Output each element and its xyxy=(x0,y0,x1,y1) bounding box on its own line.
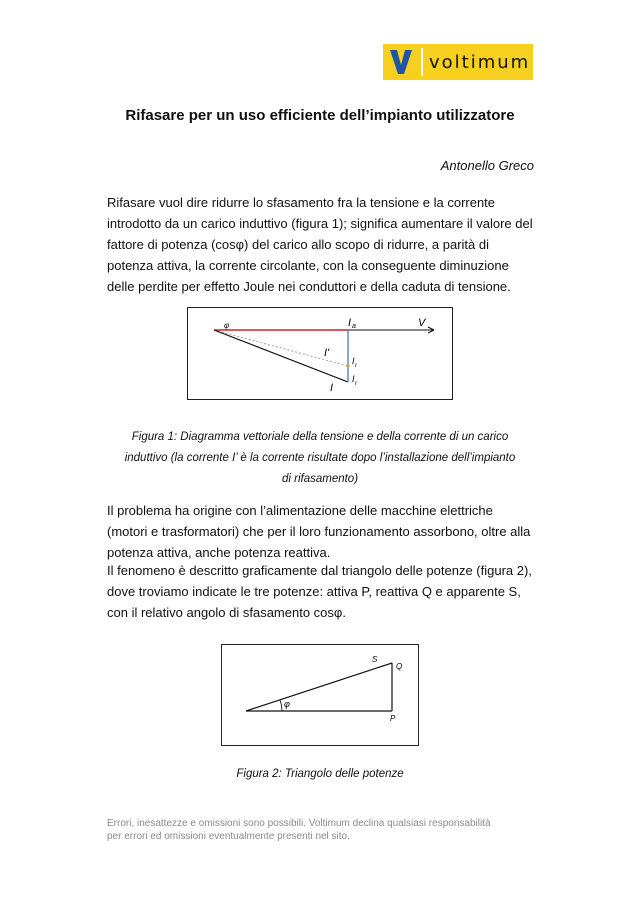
figure-1-caption xyxy=(107,427,533,490)
disclaimer-footer xyxy=(107,817,537,843)
fig1-label-Ir-sub: r xyxy=(355,363,357,369)
figure-2-caption: Figura 2: Triangolo delle potenze xyxy=(236,768,404,780)
paragraph-line: (motori e trasformatori) che per il loro funzionamento assorbono, oltre alla xyxy=(107,524,531,539)
paragraph-intro xyxy=(107,192,533,297)
paragraph-line: introdotto da un carico induttivo (figura 1); significa aumentare il valore del xyxy=(107,216,533,231)
disclaimer-line: Errori, inesattezze e omissioni sono possibili. Voltimum declina qualsiasi responsabilità xyxy=(107,818,491,829)
caption-line: induttivo (la corrente I’ è la corrente risultate dopo l’installazione dell’impianto xyxy=(124,452,516,464)
paragraph-line: Il problema ha origine con l’alimentazione delle macchine elettriche xyxy=(107,503,493,518)
voltimum-logo xyxy=(383,44,533,80)
figure-2-power-triangle xyxy=(221,644,419,746)
fig1-label-Iprime: I' xyxy=(324,347,330,359)
fig1-label-Ir-bottom-sub: r xyxy=(355,381,357,387)
fig1-label-Ia-sub: a xyxy=(352,323,356,330)
paragraph-line: Il fenomeno è descritto graficamente dal triangolo delle potenze (figura 2), xyxy=(107,563,532,578)
fig2-label-Q: Q xyxy=(396,662,403,671)
fig2-label-P: P xyxy=(390,714,396,723)
caption-line: Figura 1: Diagramma vettoriale della tensione e della corrente di un carico xyxy=(131,431,509,443)
fig2-label-phi: φ xyxy=(284,699,290,709)
paragraph-line: potenza attiva, la corrente circolante, con la conseguente diminuzione xyxy=(107,258,509,273)
paragraph-problem xyxy=(107,500,533,563)
paragraph-line: potenza attiva, anche potenza reattiva. xyxy=(107,545,331,560)
fig1-label-phi-small: φ xyxy=(224,321,230,330)
caption-line: di rifasamento) xyxy=(281,473,359,485)
logo-divider xyxy=(421,48,423,76)
paragraph-line: Rifasare vuol dire ridurre lo sfasamento fra la tensione e la corrente xyxy=(107,195,496,210)
apparent-power-side xyxy=(246,663,392,711)
fig1-label-Ir: I xyxy=(352,356,355,366)
document-title: Rifasare per un uso efficiente dell’impianto utilizzatore xyxy=(125,107,515,124)
document-author: Antonello Greco xyxy=(440,158,534,173)
fig1-label-V: V xyxy=(418,317,426,329)
paragraph-line: fattore di potenza (cosφ) del carico allo scopo di ridurre, a parità di xyxy=(107,237,490,252)
logo-v-icon xyxy=(383,44,419,80)
paragraph-line: con il relativo angolo di sfasamento cosφ. xyxy=(107,605,346,620)
fig1-label-Ia: I xyxy=(348,317,352,329)
paragraph-phenomenon xyxy=(107,560,533,623)
logo-text: voltimum xyxy=(429,51,531,73)
fig1-label-I: I xyxy=(330,382,334,394)
fig1-label-Ir-bottom: I xyxy=(352,374,355,384)
paragraph-line: delle perdite per effetto Joule nei conduttori e della caduta di tensione. xyxy=(107,279,511,294)
paragraph-line: dove troviamo indicate le tre potenze: attiva P, reattiva Q e apparente S, xyxy=(107,584,521,599)
fig2-label-S: S xyxy=(372,655,378,664)
phi-angle-arc xyxy=(280,700,282,711)
figure-1-vector-diagram xyxy=(187,307,453,400)
disclaimer-line: per errori ed omissioni eventualmente presenti nel sito. xyxy=(107,831,350,842)
